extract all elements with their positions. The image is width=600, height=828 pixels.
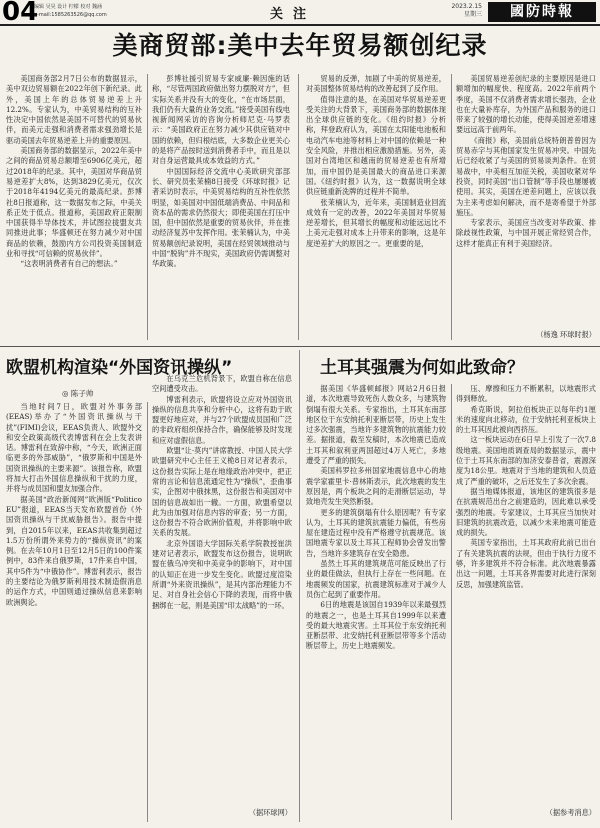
article1-credit: （杨逸 环球时报）: [536, 330, 596, 339]
article2-column-2: [152, 374, 292, 806]
paragraph: 彭博社援引贸易专家威廉·赖因施的话称，“尽管两国政府做出努力摆脱对方”，但实际关系并没有大的变化，“在市场层面，我们仍有大量的业务交流。”接受美国有线电视新闻网采访的咨询分析师尼克·马罗表示：“美国政府正在努力减少其供应链对中国的依赖，但归根结底，大多数企业更关心的是将产品按时送到消费者手中，而且是以对自身运营最具成本效益的方式。”: [152, 74, 290, 166]
article1-column-4: [456, 74, 596, 330]
column-divider: [147, 402, 148, 822]
article1-column-3: [306, 74, 446, 340]
paragraph: 专家表示，美国应当改变对华政策、排除歧视性政策，与中国开展正常经贸合作，这样才能真正有利于美国经济。: [456, 218, 596, 248]
editor-credits: [34, 3, 107, 19]
paragraph: 这一板块运动在6日早上引发了一次7.8级地震。美国地质调查局的数据显示，震中位于土耳其东南部的加济安泰普省，震源深度为18公里。地震对于当地的建筑和人员造成了严重的破坏，之后还发生了多次余震。: [456, 435, 596, 486]
paragraph: 张茉楠认为，近年来，美国制造业回流成效有一定的改善，2022年美国对华贸易逆差增长，但其增长的幅度和动能远远比不上美元走强对成本上升带来的影响，这是年度逆差扩大的原因之一。更重要的是，: [306, 197, 446, 248]
article1-column-1: [6, 74, 142, 340]
article2-column-1: [6, 402, 142, 816]
paragraph: 值得注意的是，在美国对华贸易逆差更受关注的大背景下，美国商务部的数据体现出全球供应链的变化。《纽约时报》分析称，拜登政府认为，美国在太阳能电池板和电动汽车电池等材料上对中国的依赖是一种安全风险，并推出相应激励措施。另外，美国对台湾地区和越南的贸易逆差也有所增加，而中国仍是美国最大的商品进口来源国。《纽约时报》认为，这一数据说明全球供应链重新洗牌的过程并不简单。: [306, 94, 446, 197]
paragraph: 6日的地震是该国自1939年以来最强烈的地震之一，也是土耳其自1999年以来遭受的最大地震灾害。土耳其位于东安纳托利亚断层带、北安纳托利亚断层带等多个活动断层带上，历史上地震频发。: [306, 600, 446, 651]
paragraph: 美国科罗拉多州国家地震信息中心的地震学家霍里卡·普林斯表示，此次地震的发生原因是，两个板块之间的走滑断层运动，导致地壳发生突然断裂。: [306, 466, 446, 507]
column-divider: [147, 74, 148, 340]
article3-column-2: [456, 384, 596, 808]
paragraph: 压、摩擦和压力不断累积，以地震形式得到释放。: [456, 384, 596, 404]
main-headline: 美商贸部:美中去年贸易额创纪录: [112, 31, 488, 60]
masthead: [0, 0, 600, 26]
paragraph: “这表明消费者有自己的想法。”: [20, 259, 118, 269]
paragraph: 贸易的反弹，加剧了中美的贸易逆差，对美国整体贸易结构的改善起到了反作用。: [306, 74, 446, 94]
article2-credit: （据环球网）: [248, 808, 292, 817]
article1-column-2: [152, 74, 290, 340]
paragraph: 据当地媒体报道，该地区的建筑很多是在抗震规范出台之前建造的，因此难以承受强烈的地震。专家建议，土耳其应当加快对旧建筑的抗震改造，以减少未来地震可能造成的损失。: [456, 486, 596, 538]
date-text: 2023.2.15: [451, 3, 482, 10]
paragraph: 中国国际经济交流中心美欧研究部部长、研究员张茉楠8日接受《环球时报》记者采访时表示，中美贸易结构的互补性依然明显，如美国对中国低端消费品、中间品和资本品的需求仍然很大；即使美国在打压中国，但中国依然是重要的贸易伙伴，并在推动经济复苏中发挥作用。张茉楠认为，中美贸易额创纪录说明，美国在经贸领域推动与中国“脱钩”并不现实，美国政府仍需调整对华政策。: [152, 166, 290, 269]
paragraph: 更多的建筑倒塌有什么原因呢？有专家认为，土耳其的建筑抗震能力偏低，有些房屋在建造过程中没有严格遵守抗震规范。该国地震专家以及土耳其工程师协会曾发出警告，当地许多建筑存在安全隐患。: [306, 507, 446, 558]
column-divider: [451, 74, 452, 340]
paragraph: 欧盟“让·莫内”讲席教授、中国人民大学欧盟研究中心主任王义桅8日对记者表示，这份报告实际上是在地缘政治冲突中，把正常的言论和信息流通定性为“操纵”，歪曲事实，企图对中俄抹黑，这份报告和美国对中国的信息战如出一辙。一方面，欧盟希望以此为由加强对信息内容的审查；另一方面，这份报告不符合欧洲价值观，并将影响中欧关系的发展。: [152, 446, 292, 538]
paragraph: 博雷利表示，欧盟将设立应对外国资讯操纵的信息共享和分析中心，这将有助于欧盟更好地应对，并与27个欧盟成员国和广泛的非政府组织保持合作，确保能够及时发现和应对虚假信息。: [152, 394, 292, 445]
editor-names: 编辑 吴昊 设计 柠檬 校对 魏涵: [34, 4, 102, 10]
paragraph: 据美国“政治新闻网”欧洲版“Politico EU”报道，EEAS当天发布欧盟首份《外国资讯操纵与干扰威胁报告》。报告中提到，自2015年以来，EEAS共收集到超过1.5万份所谓外来势力的“操纵资讯”的案例。在去年10月1日至12月5日的100件案例中，83件来自俄罗斯，17件来自中国，其中5件为“中俄协作”。博雷利表示，报告的主要结论为俄罗斯利用技术制造假消息的运作方式，中国则通过操纵信息来影响欧洲舆论。: [6, 494, 142, 607]
paragraph: 当地时间7日，欧盟对外事务部(EEAS)举办了“外国资讯操纵与干扰”(FIMI)会议，EEAS负责人、欧盟外交和安全政策高级代表博雷利在会上发表讲话。博雷利在致辞中称，“今天，欧洲正面临更多的外部威胁”，“俄罗斯和中国是外国资讯操纵的主要来源”。该报告称，欧盟将加大打击外国信息操纵和干扰的力度，并将与成员国和盟友加强合作。: [6, 402, 142, 494]
article3-title: 土耳其强震为何如此致命？: [320, 358, 524, 378]
paragraph: 在乌克兰危机背景下，欧盟自称在信息空间遭受攻击。: [152, 374, 292, 394]
paragraph: 虽然土耳其的建筑规范可能反映出了行业的最佳做法，但执行上存在一些问题。在地震频发的国家，抗震建筑标准对于减少人员伤亡起到了重要作用。: [306, 559, 446, 599]
editor-email: e-mail:1585263526@qq.com: [34, 12, 107, 18]
paragraph: 美国商务部2月7日公布的数据显示，美中双边贸易额在2022年创下新纪录。此外，美国上年的总体贸易逆差上升12.2%。专家认为，中美贸易结构的互补性决定中国依然是美国不可替代的贸易伙伴，而美元走强和消费者需求强劲增长是驱动美国去年贸易逆差上升的重要原因。: [6, 74, 142, 145]
issue-date: [420, 3, 482, 19]
article-divider: [299, 350, 300, 822]
paragraph: 英国专家指出，土耳其政府此前已出台了有关建筑抗震的法规，但由于执行力度不够，许多建筑并不符合标准。此次地震暴露出这一问题，土耳其各界需要对此进行深刻反思，加强建筑监管。: [456, 538, 596, 589]
article2-byline: ◎ 陈子帅: [62, 389, 94, 398]
newspaper-logo: 國防時報: [488, 2, 596, 22]
paragraph: 北京外国语大学国际关系学院教授崔洪建对记者表示，欧盟发布这份报告，说明欧盟在俄乌冲突和中美竞争的影响下，对中国的认知正在进一步发生变化。欧盟过度渲染所谓“外来资讯操纵”，是其内部治理能力不足、对自身社会信心下降的表现，而将中俄捆绑在一起，则是美国“印太战略”的一环。: [152, 538, 292, 610]
article2-title: 欧盟机构渲染“外国资讯操纵”: [6, 358, 233, 378]
paragraph: 希克斯说，阿拉伯板块正以每年约1厘米的速度向北移动，位于安纳托利亚板块上的土耳其因此被向西挤压。: [456, 404, 596, 435]
column-divider: [451, 384, 452, 820]
paragraph: 据美国《华盛顿邮报》网站2月6日报道，本次地震导致死伤人数众多，与建筑物倒塌有很大关系。专家指出，土耳其东南部地区位于东安纳托利亚断层带，历史上发生过多次强震，当地许多建筑物的抗震能力较差。据报道，截至发稿时，本次地震已造成土耳其和叙利亚两国超过4万人死亡，多地遭受了严重的损失。: [306, 384, 446, 466]
article3-column-1: [306, 384, 446, 820]
page-number: 04: [2, 0, 39, 27]
article3-credit: （据参考消息）: [545, 808, 596, 817]
column-divider: [298, 74, 299, 340]
weekday-text: 星期三: [463, 11, 482, 18]
paragraph: 《商报》称，美国前总统特朗普曾因为贸易赤字与其他国家发生贸易冲突。中国先后已经收紧了与美国的贸易谈判条件。在贸易战中，中美相互加征关税，美国收紧对华投资，同时美国“出口管制”等手段也屡屡被使用。其实，美国在逆差问题上，应该以我为主来考虑如何解决，而不是寄希望于外部施压。: [456, 135, 596, 217]
paragraph: 美国贸易逆差创纪录的主要原因是进口额增加的幅度快、程度高。2022年前两个季度，美国不仅消费者需求增长强劲，企业也在大量补库存，为外国产品和服务的进口带来了较强的增长动能，使得美国逆差增速要远远高于前两年。: [456, 74, 596, 135]
section-title: 关注: [270, 7, 317, 22]
section-divider: [0, 346, 600, 347]
paragraph: 美国商务部的数据显示，2022年美中之间的商品贸易总额增至6906亿美元，超过2018年的纪录。其中，美国对华商品贸易逆差扩大8%，达到3829亿美元，仅次于2018年4194亿美元的最高纪录。彭博社8日报道称，这一数据发布之际，中美关系正处于低点。报道称，美国政府正限制中国获得半导体技术，并试图拉拢盟友共同推进此事；华盛顿还在努力减少对中国商品的依赖，鼓励内方公司投资美国制造业和寻找“可信赖的贸易伙伴”。: [6, 146, 142, 259]
